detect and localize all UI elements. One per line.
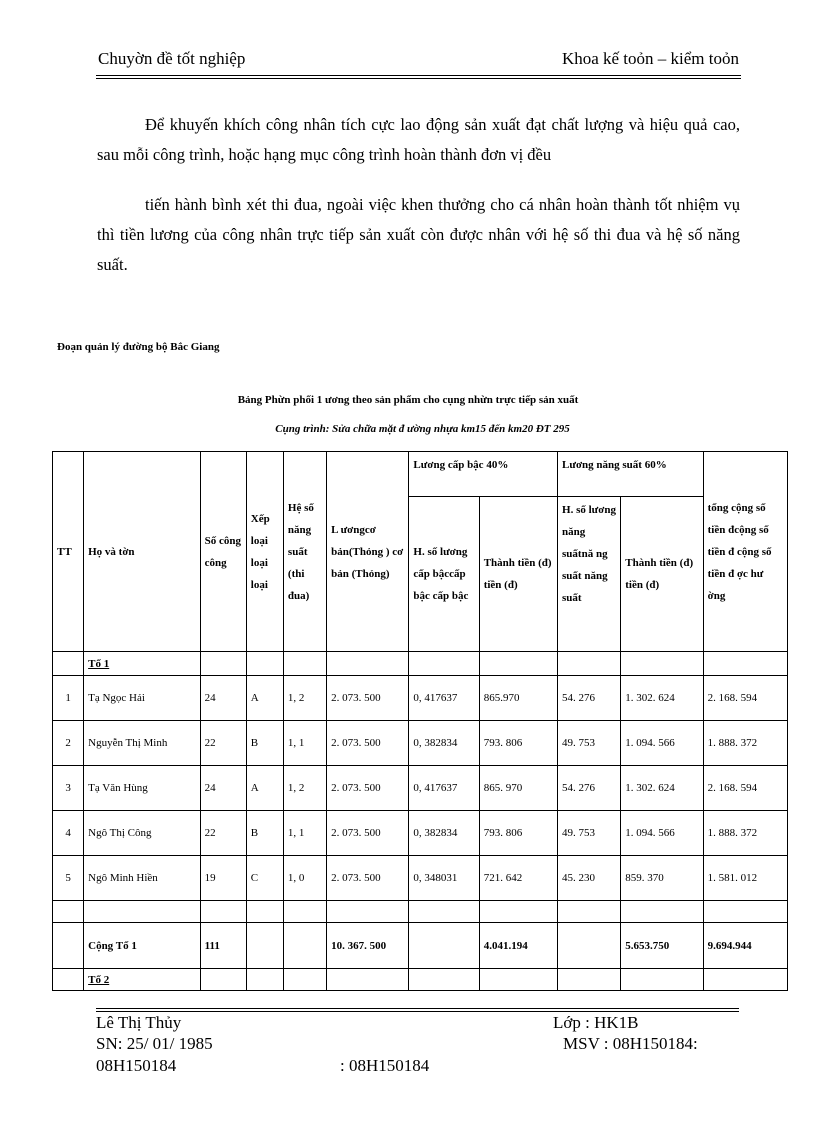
group-row [53, 969, 788, 991]
table-row: 5 Ngô Minh Hiền 19 C 1, 0 2. 073. 500 0, 348031 721. 642 45. 230 859. 370 1. 581. 012 [53, 856, 788, 901]
header-grade-coef: H. số lương cấp bậccấp bậc cấp bậc [409, 497, 479, 652]
header-productivity-salary-group: Lương năng suất 60% [558, 452, 704, 497]
header-rule-double [96, 78, 741, 79]
footer-rule [96, 1008, 739, 1009]
subtotal-label: Cộng Tổ 1 [84, 923, 200, 969]
header-workdays: Số công công [200, 452, 246, 652]
table-row: 1 Tạ Ngọc Hải 24 A 1, 2 2. 073. 500 0, 417637 865.970 54. 276 1. 302. 624 2. 168. 594 [53, 676, 788, 721]
header-rule [96, 75, 741, 76]
header-rank: Xếp loại loại loại [246, 452, 283, 652]
header-name: Họ và tờn [84, 452, 200, 652]
header-tt: TT [53, 452, 84, 652]
paragraph-1: Để khuyến khích công nhân tích cực lao động sản xuất đạt chất lượng và hiệu quả cao, sau mỗi công trình, hoặc hạng mục công trình hoàn thành đơn vị đều [97, 115, 740, 164]
header-grade-salary-group: Lương cấp bậc 40% [409, 452, 558, 497]
code-left: 08H150184 [96, 1056, 177, 1075]
table-header-row-1 [53, 452, 788, 497]
empty-row [53, 901, 788, 923]
group-label-1: Tổ 1 [88, 657, 110, 670]
table-title: Bảng Phừn phối 1 ương theo sản phẩm cho cụng nhừn trực tiếp sản xuất [237, 394, 579, 406]
header-coefficient: Hệ số năng suất (thi đua) [283, 452, 326, 652]
header-total: tổng cộng số tiền đcộng số tiền đ cộng số tiền đ ợc hư ờng [703, 452, 787, 652]
subtotal-row: Cộng Tổ 1 111 10. 367. 500 4.041.194 5.653.750 9.694.944 [53, 923, 788, 969]
table-row: 4 Ngô Thị Công 22 B 1, 1 2. 073. 500 0, 382834 793. 806 49. 753 1. 094. 566 1. 888. 372 [53, 811, 788, 856]
header-left: Chuyờn đề tốt nghiệp [98, 49, 246, 68]
group-row [53, 652, 788, 676]
table-subtitle: Cụng trình: Sửa chữa mặt đ ường nhựa km15 đến km20 ĐT 295 [275, 423, 570, 435]
student-id: MSV : 08H150184: [563, 1034, 698, 1053]
salary-table [52, 451, 788, 991]
table-row: 3 Tạ Văn Hùng 24 A 1, 2 2. 073. 500 0, 417637 865. 970 54. 276 1. 302. 624 2. 168. 594 [53, 766, 788, 811]
author-name: Lê Thị Thủy [96, 1013, 182, 1032]
class-label: Lớp : HK1B [553, 1013, 639, 1032]
header-right: Khoa kế toỏn – kiểm toỏn [561, 49, 739, 68]
date-of-birth: SN: 25/ 01/ 1985 [96, 1034, 213, 1053]
header-basic-salary: L ươngcơ bản(Thỏng ) cơ bản (Thỏng) [327, 452, 409, 652]
header-prod-coef: H. số lương năng suấtnă ng suất năng suất [558, 497, 621, 652]
paragraph-2: tiến hành bình xét thi đua, ngoài việc khen thưởng cho cá nhân hoàn thành tốt nhiệm vụ thì tiền lương của công nhân trực tiếp sản xuất còn được nhân với hệ số thi đua và hệ số năng suất. [97, 195, 740, 274]
header-prod-amount: Thành tiền (đ) tiền (đ) [621, 497, 703, 652]
organization-name: Đoạn quản lý đường bộ Bắc Giang [57, 341, 220, 353]
code-middle: : 08H150184 [340, 1056, 430, 1075]
group-label-2: Tổ 2 [88, 973, 110, 986]
footer-rule-double [96, 1011, 739, 1012]
header-grade-amount: Thành tiền (đ) tiền (đ) [479, 497, 557, 652]
table-row: 2 Nguyễn Thị Minh 22 B 1, 1 2. 073. 500 0, 382834 793. 806 49. 753 1. 094. 566 1. 888. 372 [53, 721, 788, 766]
